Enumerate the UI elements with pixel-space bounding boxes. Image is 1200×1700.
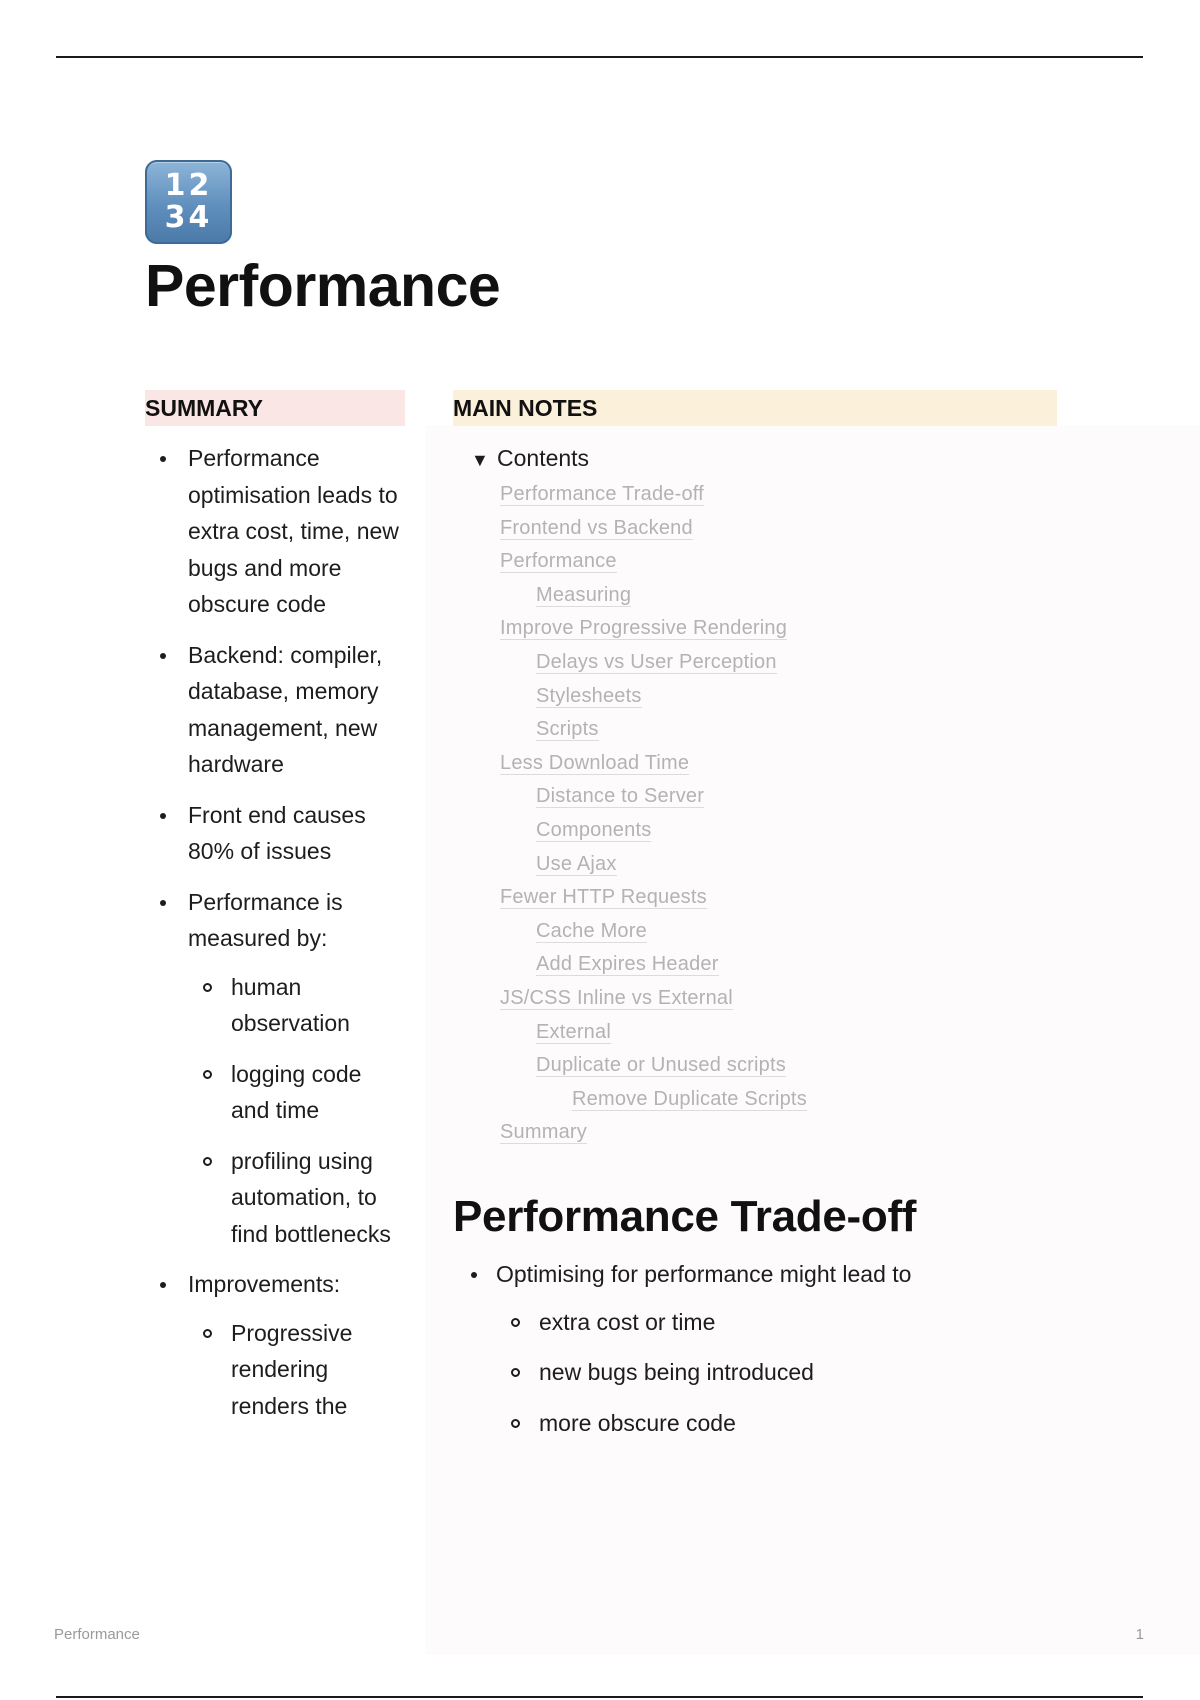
sub-list xyxy=(496,1304,1057,1442)
summary-item-text: Performance is measured by: xyxy=(188,888,343,951)
section-heading: Performance Trade-off xyxy=(453,1191,917,1241)
toc-link[interactable]: Use Ajax xyxy=(536,852,617,875)
summary-sub-item: logging code and time xyxy=(188,1056,405,1129)
toc-item xyxy=(453,1083,1057,1117)
toc-link[interactable]: Components xyxy=(536,818,652,841)
summary-item xyxy=(145,1266,405,1424)
summary-item-text: Front end causes 80% of issues xyxy=(188,801,366,864)
toc-link[interactable]: Distance to Server xyxy=(536,785,705,808)
toc-link[interactable]: Cache More xyxy=(536,919,647,942)
toc-link[interactable]: Performance Trade-off xyxy=(500,483,704,505)
bottom-rule xyxy=(56,1696,1143,1698)
section-sub-item: more obscure code xyxy=(496,1405,1057,1442)
summary-item xyxy=(145,797,405,870)
page-number: 1 xyxy=(1135,1626,1144,1643)
section-sub-item: new bugs being introduced xyxy=(496,1354,1057,1391)
toc-item xyxy=(453,646,1057,680)
summary-item-text: Performance optimisation leads to extra cost, time, new bugs and more obscure code xyxy=(188,445,399,617)
toc-item xyxy=(453,848,1057,882)
toc-link[interactable]: Fewer HTTP Requests xyxy=(500,886,707,909)
toc-item xyxy=(453,1016,1057,1050)
contents-label: Contents xyxy=(497,445,590,471)
list-item-text: Optimising for performance might lead to xyxy=(496,1260,912,1287)
summary-item-text: Improvements: xyxy=(188,1271,341,1297)
contents-toggle[interactable] xyxy=(453,440,1057,478)
toc-item xyxy=(453,512,1057,546)
summary-sub-item: profiling using automation, to find bottlenecks xyxy=(188,1143,405,1253)
toc-item xyxy=(453,1049,1057,1083)
summary-header: SUMMARY xyxy=(145,390,405,426)
summary-item xyxy=(145,884,405,1253)
toc-link[interactable]: Frontend vs Backend xyxy=(500,516,693,539)
summary-sub-list xyxy=(188,969,405,1253)
toc-link[interactable]: Performance xyxy=(500,550,617,573)
section-list xyxy=(453,1256,1057,1442)
table-of-contents xyxy=(453,478,1057,1150)
toc-link[interactable]: Summary xyxy=(500,1121,587,1144)
main-notes-column xyxy=(453,390,1057,1455)
summary-column xyxy=(145,390,405,1438)
summary-item xyxy=(145,440,405,623)
toc-item xyxy=(453,814,1057,848)
toc-item xyxy=(453,948,1057,982)
page-title: Performance xyxy=(145,253,501,319)
toc-link[interactable]: Scripts xyxy=(536,718,599,741)
toc-link[interactable]: Stylesheets xyxy=(536,684,642,707)
toc-item xyxy=(453,780,1057,814)
toc-link[interactable]: Less Download Time xyxy=(500,751,690,774)
toc-item xyxy=(453,713,1057,747)
main-notes-header: MAIN NOTES xyxy=(453,390,1057,426)
toc-item xyxy=(453,982,1057,1016)
toc-item xyxy=(453,612,1057,646)
section-sub-item: extra cost or time xyxy=(496,1304,1057,1341)
summary-list xyxy=(145,440,405,1424)
toc-link[interactable]: Remove Duplicate Scripts xyxy=(572,1087,807,1110)
toc-item xyxy=(453,747,1057,781)
toc-item xyxy=(453,478,1057,512)
toc-link[interactable]: Improve Progressive Rendering xyxy=(500,617,788,640)
summary-sub-item: Progressive rendering renders the xyxy=(188,1315,405,1425)
toc-item xyxy=(453,915,1057,949)
toc-link[interactable]: JS/CSS Inline vs External xyxy=(500,986,733,1009)
triangle-down-icon[interactable]: ▼ xyxy=(471,450,489,470)
toc-link[interactable]: Delays vs User Perception xyxy=(536,650,777,673)
toc-item xyxy=(453,881,1057,915)
summary-sub-list xyxy=(188,1315,405,1425)
toc-item xyxy=(453,579,1057,613)
toc-link[interactable]: Add Expires Header xyxy=(536,953,719,976)
toc-item xyxy=(453,1116,1057,1150)
summary-item-text: Backend: compiler, database, memory management, new hardware xyxy=(188,641,383,777)
toc-link[interactable]: Duplicate or Unused scripts xyxy=(536,1054,786,1077)
toc-link[interactable]: Measuring xyxy=(536,583,632,606)
toc-link[interactable]: External xyxy=(536,1020,611,1043)
footer-title: Performance xyxy=(54,1626,140,1643)
input-numbers-icon: 12 34 xyxy=(145,160,232,244)
toc-item xyxy=(453,680,1057,714)
summary-sub-item: human observation xyxy=(188,969,405,1042)
top-rule xyxy=(56,56,1143,58)
toc-item xyxy=(453,545,1057,579)
list-item xyxy=(453,1256,1057,1442)
summary-item xyxy=(145,637,405,783)
